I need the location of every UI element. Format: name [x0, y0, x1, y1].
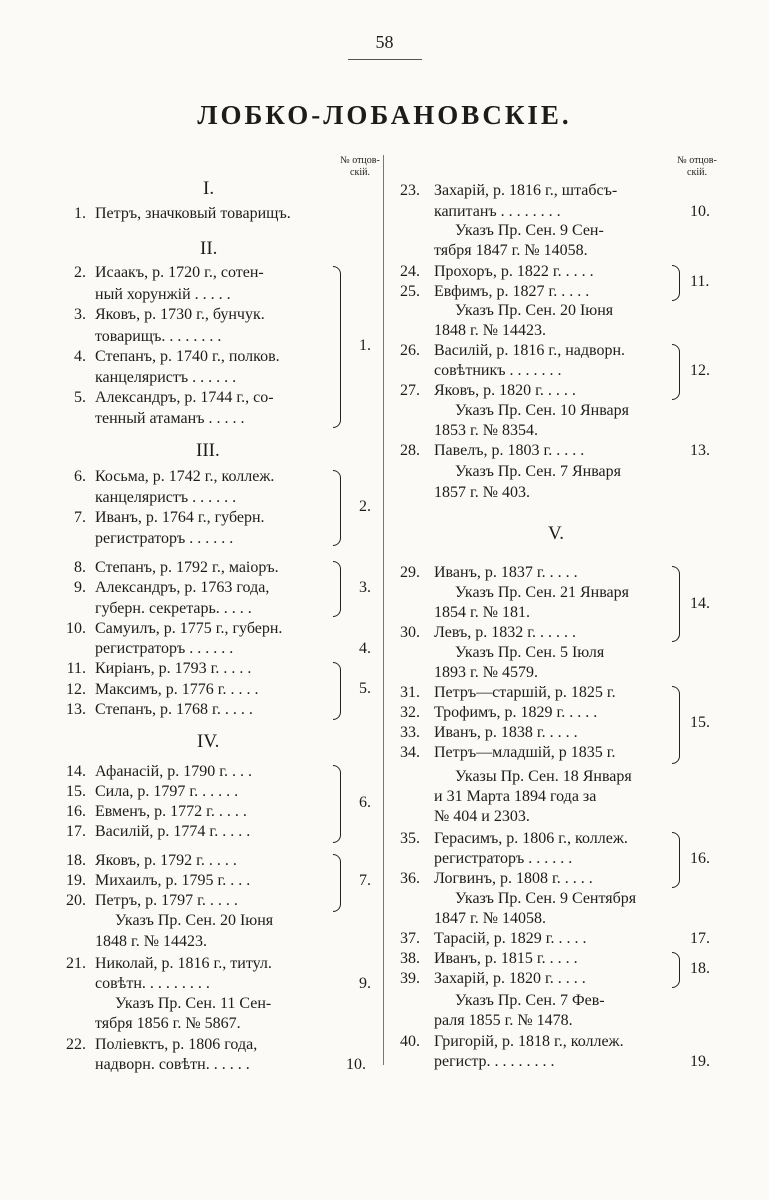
- brace: [672, 686, 680, 764]
- section-heading: III.: [196, 440, 220, 461]
- column-divider: [383, 155, 384, 1065]
- father-ref: 15.: [690, 714, 710, 731]
- decree-note: Указъ Пр. Сен. 5 Іюля: [455, 644, 605, 661]
- entry-number: 2.: [74, 264, 86, 281]
- entry-text: Петръ—старшій, р. 1825 г.: [434, 684, 616, 701]
- left-column-header: № отцов-скій.: [340, 155, 380, 178]
- brace: [333, 662, 341, 720]
- decree-note-cont: 1848 г. № 14423.: [434, 322, 547, 339]
- entry-number: 3.: [74, 306, 86, 323]
- entry-text: Косьма, р. 1742 г., коллеж.: [95, 468, 275, 485]
- brace: [333, 266, 341, 428]
- entry-7-cont: регистраторъ . . . . . .: [95, 530, 234, 547]
- entry-text: Григорій, р. 1818 г., коллеж.: [434, 1033, 624, 1050]
- decree-note-cont: 1853 г. № 8354.: [434, 422, 539, 439]
- entry-40-cont: регистр. . . . . . . . .: [434, 1053, 555, 1070]
- decree-note: Указъ Пр. Сен. 20 Іюня: [455, 302, 614, 319]
- father-ref: 4.: [359, 640, 371, 657]
- brace: [672, 566, 680, 642]
- entry-number: 25.: [400, 283, 420, 300]
- entry-text: Максимъ, р. 1776 г. . . . .: [95, 681, 259, 698]
- entry-number: 23.: [400, 182, 420, 199]
- entry-number: 7.: [74, 509, 86, 526]
- decree-note-cont: 1857 г. № 403.: [434, 484, 531, 501]
- entry-21-cont: совѣтн. . . . . . . . .: [95, 975, 210, 992]
- entry-text: Евменъ, р. 1772 г. . . . .: [95, 803, 247, 820]
- page-title: ЛОБКО-ЛОБАНОВСКІЕ.: [197, 100, 572, 130]
- entry-text: Прохоръ, р. 1822 г. . . . .: [434, 263, 594, 280]
- entry-number: 35.: [400, 830, 420, 847]
- decree-note: Указъ Пр. Сен. 11 Сен-: [115, 995, 272, 1012]
- entry-text: Михаилъ, р. 1795 г. . . .: [95, 872, 251, 889]
- decree-note: Указъ Пр. Сен. 10 Января: [455, 402, 629, 419]
- entry-number: 18.: [66, 852, 86, 869]
- entry-number: 15.: [66, 783, 86, 800]
- entry-number: 28.: [400, 442, 420, 459]
- entry-text: Левъ, р. 1832 г. . . . . .: [434, 624, 577, 641]
- entry-number: 4.: [74, 348, 86, 365]
- entry-number: 1.: [74, 205, 86, 222]
- father-ref: 1.: [359, 337, 371, 354]
- entry-text: Александръ, р. 1744 г., со-: [95, 389, 274, 406]
- entry-number: 27.: [400, 382, 420, 399]
- decree-note-cont: 1847 г. № 14058.: [434, 910, 547, 927]
- decree-note: Указъ Пр. Сен. 7 Января: [455, 463, 621, 480]
- entry-text: Яковъ, р. 1820 г. . . . .: [434, 382, 576, 399]
- entry-text: Степанъ, р. 1792 г., маіоръ.: [95, 559, 279, 576]
- entry-number: 29.: [400, 564, 420, 581]
- entry-text: Трофимъ, р. 1829 г. . . . .: [434, 704, 598, 721]
- entry-4-cont: канцеляристъ . . . . . .: [95, 369, 237, 386]
- brace: [333, 854, 341, 912]
- entry-number: 24.: [400, 263, 420, 280]
- entry-text: Иванъ, р. 1838 г. . . . .: [434, 724, 578, 741]
- entry-9-cont: губерн. секретарь. . . . .: [95, 600, 252, 617]
- entry-number: 11.: [66, 660, 86, 677]
- decree-note: Указъ Пр. Сен. 21 Января: [455, 584, 629, 601]
- entry-text: Евфимъ, р. 1827 г. . . . .: [434, 283, 590, 300]
- entry-number: 38.: [400, 950, 420, 967]
- entry-text: Петръ, р. 1797 г. . . . .: [95, 892, 238, 909]
- father-ref: 5.: [359, 680, 371, 697]
- entry-text: Степанъ, р. 1740 г., полков.: [95, 348, 280, 365]
- section-heading: IV.: [197, 731, 220, 752]
- decree-note: Указъ Пр. Сен. 9 Сен-: [455, 222, 604, 239]
- decree-note: Указы Пр. Сен. 18 Января: [455, 768, 632, 785]
- entry-3-cont: товарищъ. . . . . . . .: [95, 328, 222, 345]
- entry-number: 37.: [400, 930, 420, 947]
- page-number: 58: [375, 32, 394, 52]
- father-ref: 2.: [359, 498, 371, 515]
- decree-note-cont: 1854 г. № 181.: [434, 604, 531, 621]
- decree-note-cont: тября 1847 г. № 14058.: [434, 242, 588, 259]
- decree-note-cont: раля 1855 г. № 1478.: [434, 1012, 573, 1029]
- entry-2-cont: ный хорунжій . . . . .: [95, 286, 231, 303]
- brace: [333, 765, 341, 843]
- entry-text: Яковъ, р. 1730 г., бунчук.: [95, 306, 265, 323]
- entry-text: Самуилъ, р. 1775 г., губерн.: [95, 620, 283, 637]
- father-ref: 11.: [690, 273, 710, 290]
- entry-text: Герасимъ, р. 1806 г., коллеж.: [434, 830, 628, 847]
- entry-number: 40.: [400, 1033, 420, 1050]
- right-column-header: № отцов-скій.: [677, 155, 717, 178]
- decree-note: Указъ Пр. Сен. 9 Сентября: [455, 890, 637, 907]
- entry-23-cont: капитанъ . . . . . . . .: [434, 203, 561, 220]
- entry-text: Иванъ, р. 1815 г. . . . .: [434, 950, 578, 967]
- decree-note-cont: тября 1856 г. № 5867.: [95, 1015, 241, 1032]
- decree-note-cont: 1893 г. № 4579.: [434, 664, 539, 681]
- entry-number: 34.: [400, 744, 420, 761]
- entry-number: 32.: [400, 704, 420, 721]
- entry-text: Александръ, р. 1763 года,: [95, 579, 270, 596]
- entry-5-cont: тенный атаманъ . . . . .: [95, 410, 245, 427]
- entry-text: Афанасій, р. 1790 г. . . .: [95, 763, 252, 780]
- brace: [672, 832, 680, 888]
- brace: [333, 470, 341, 546]
- entry-text: Поліевктъ, р. 1806 года,: [95, 1036, 258, 1053]
- entry-text: Тарасій, р. 1829 г. . . . .: [434, 930, 587, 947]
- father-ref: 10.: [346, 1056, 366, 1073]
- father-ref: 16.: [690, 850, 710, 867]
- entry-number: 6.: [74, 468, 86, 485]
- father-ref: 7.: [359, 872, 371, 889]
- entry-text: Василій, р. 1816 г., надворн.: [434, 342, 625, 359]
- entry-number: 33.: [400, 724, 420, 741]
- entry-number: 19.: [66, 872, 86, 889]
- decree-note-cont: и 31 Марта 1894 года за: [434, 788, 597, 805]
- brace: [333, 561, 341, 617]
- decree-note-cont: № 404 и 2303.: [434, 808, 530, 825]
- brace: [672, 344, 680, 400]
- entry-number: 9.: [74, 579, 86, 596]
- entry-22-cont: надворн. совѣтн. . . . . .: [95, 1056, 250, 1073]
- entry-text: Павелъ, р. 1803 г. . . . .: [434, 442, 585, 459]
- entry-text: Яковъ, р. 1792 г. . . . .: [95, 852, 237, 869]
- father-ref: 19.: [690, 1053, 710, 1070]
- entry-10-cont: регистраторъ . . . . . .: [95, 640, 234, 657]
- entry-text: Петръ, значковый товарищъ.: [95, 205, 291, 222]
- entry-number: 39.: [400, 970, 420, 987]
- entry-number: 31.: [400, 684, 420, 701]
- entry-number: 16.: [66, 803, 86, 820]
- entry-text: Захарій, р. 1816 г., штабсъ-: [434, 182, 618, 199]
- page-number-rule: [348, 59, 422, 60]
- father-ref: 12.: [690, 362, 710, 379]
- entry-35-cont: регистраторъ . . . . . .: [434, 850, 573, 867]
- entry-text: Исаакъ, р. 1720 г., сотен-: [95, 264, 264, 281]
- entry-number: 26.: [400, 342, 420, 359]
- entry-text: Логвинъ, р. 1808 г. . . . .: [434, 870, 593, 887]
- entry-text: Иванъ, р. 1837 г. . . . .: [434, 564, 578, 581]
- father-ref: 6.: [359, 794, 371, 811]
- father-ref: 18.: [690, 960, 710, 977]
- entry-text: Николай, р. 1816 г., титул.: [95, 955, 272, 972]
- entry-number: 5.: [74, 389, 86, 406]
- entry-26-cont: совѣтникъ . . . . . . .: [434, 362, 562, 379]
- entry-text: Василій, р. 1774 г. . . . .: [95, 823, 251, 840]
- entry-text: Сила, р. 1797 г. . . . . .: [95, 783, 239, 800]
- entry-text: Петръ—младшій, р 1835 г.: [434, 744, 616, 761]
- section-heading: I.: [203, 178, 215, 199]
- entry-number: 36.: [400, 870, 420, 887]
- section-heading: II.: [200, 238, 218, 259]
- entry-number: 12.: [66, 681, 86, 698]
- entry-number: 21.: [66, 955, 86, 972]
- entry-number: 17.: [66, 823, 86, 840]
- father-ref: 3.: [359, 579, 371, 596]
- father-ref: 9.: [359, 975, 371, 992]
- entry-text: Киріанъ, р. 1793 г. . . . .: [95, 660, 252, 677]
- father-ref: 10.: [690, 203, 710, 220]
- decree-note-cont: 1848 г. № 14423.: [95, 933, 208, 950]
- entry-number: 8.: [74, 559, 86, 576]
- decree-note: Указъ Пр. Сен. 20 Іюня: [115, 912, 274, 929]
- father-ref: 13.: [690, 442, 710, 459]
- father-ref: 14.: [690, 595, 710, 612]
- entry-6-cont: канцеляристъ . . . . . .: [95, 489, 237, 506]
- entry-number: 30.: [400, 624, 420, 641]
- entry-text: Иванъ, р. 1764 г., губерн.: [95, 509, 265, 526]
- entry-number: 22.: [66, 1036, 86, 1053]
- father-ref: 17.: [690, 930, 710, 947]
- brace: [672, 265, 680, 301]
- entry-number: 10.: [66, 620, 86, 637]
- brace: [672, 952, 680, 988]
- entry-text: Захарій, р. 1820 г. . . . .: [434, 970, 586, 987]
- entry-number: 20.: [66, 892, 86, 909]
- decree-note: Указъ Пр. Сен. 7 Фев-: [455, 992, 605, 1009]
- entry-number: 14.: [66, 763, 86, 780]
- section-heading: V.: [548, 523, 565, 544]
- entry-number: 13.: [66, 701, 86, 718]
- entry-text: Степанъ, р. 1768 г. . . . .: [95, 701, 253, 718]
